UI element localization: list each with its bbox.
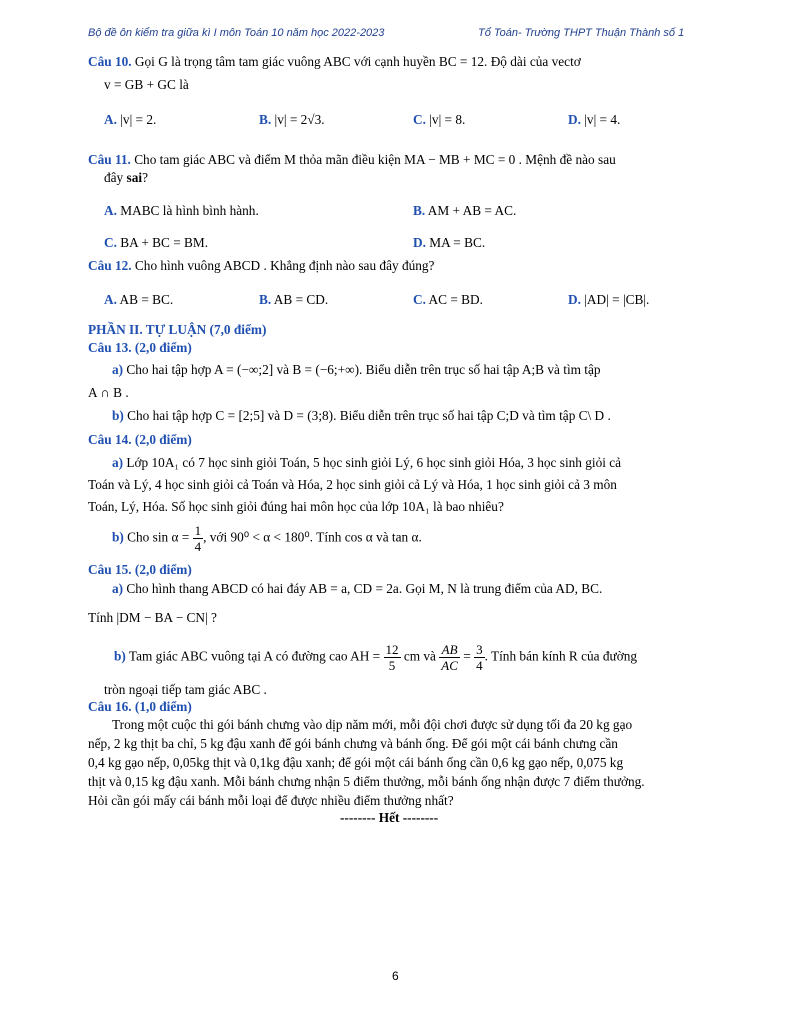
q11-text1: Cho tam giác ABC và điểm M thỏa mãn điều kiện MA − MB + MC = 0 . Mệnh đề nào sau: [134, 152, 616, 167]
q14-b-pre: Cho sin α =: [127, 529, 190, 545]
q13-a-line2: A ∩ B .: [88, 385, 129, 400]
part-b-label: b): [112, 408, 124, 423]
q10-text2: v = GB + GC là: [104, 77, 189, 92]
option-text: MA = BC.: [429, 235, 486, 250]
option-label: D.: [568, 292, 581, 307]
header-right: Tổ Toán- Trường THPT Thuận Thành số 1: [478, 27, 685, 39]
q16-line3: 0,4 kg gạo nếp, 0,05kg thịt và 0,1kg đậu xanh; để gói một cái bánh ống cần 0,6 kg gạo nếp, 0,075 kg: [88, 755, 624, 770]
fraction: [474, 642, 485, 673]
q13-label: Câu 13. (2,0 điểm): [88, 340, 192, 355]
q15-b-post: . Tính bán kính R của đường: [484, 648, 638, 664]
q12-text: Cho hình vuông ABCD . Khẳng định nào sau đây đúng?: [134, 258, 435, 273]
q10-option-b: [259, 111, 325, 129]
q14-a-line3: Toán, Lý, Hóa. Số học sinh giỏi đúng hai môn học của lớp 10A₁ là bao nhiêu?: [88, 499, 504, 514]
option-label: B.: [259, 292, 272, 307]
q13-b-line: [112, 407, 611, 425]
option-label: D.: [568, 112, 581, 127]
q11-option-c: [104, 234, 208, 252]
q10-option-a: [104, 111, 156, 129]
q15-label: Câu 15. (2,0 điểm): [88, 562, 192, 577]
equals-sign: =: [463, 648, 471, 664]
q12-line: [88, 257, 434, 275]
header-left: Bộ đề ôn kiểm tra giữa kì I môn Toán 10 năm học 2022-2023: [88, 27, 385, 39]
option-text: AB = CD.: [273, 292, 329, 307]
denominator: 4: [194, 539, 202, 554]
q13-a-text1: Cho hai tập hợp A = (−∞;2] và B = (−6;+∞). Biểu diễn trên trục số hai tập A;B và tìm tập: [126, 362, 601, 377]
option-label: C.: [413, 112, 426, 127]
q10-option-d: [568, 111, 620, 129]
option-text: MABC là hình bình hành.: [120, 203, 259, 218]
page-number: 6: [392, 969, 399, 983]
option-text: |v| = 2.: [120, 112, 157, 127]
part-a-label: a): [112, 455, 124, 470]
fraction: [439, 642, 460, 673]
q11-text2a: đây: [104, 170, 127, 185]
q16-label: Câu 16. (1,0 điểm): [88, 699, 192, 714]
option-text: |AD| = |CB|.: [584, 292, 650, 307]
q10-line1: [88, 53, 581, 71]
option-label: B.: [259, 112, 272, 127]
denominator: 5: [388, 658, 396, 673]
q12-option-c: [413, 291, 483, 309]
option-text: BA + BC = BM.: [120, 235, 209, 250]
q11-emphasis: sai: [126, 170, 143, 185]
option-text: AM + AB = AC.: [427, 203, 517, 218]
q12-label: Câu 12.: [88, 258, 132, 273]
part-a-label: a): [112, 581, 124, 596]
numerator: 3: [476, 642, 483, 657]
q16-line1: Trong một cuộc thi gói bánh chưng vào dịp năm mới, mỗi đội chơi được sử dụng tối đa 20 kg gạo: [112, 717, 633, 732]
denominator: AC: [441, 658, 458, 673]
q13-a-line1: [112, 361, 601, 379]
q15-a-text1: Cho hình thang ABCD có hai đáy AB = a, CD = 2a. Gọi M, N là trung điểm của AD, BC.: [126, 581, 603, 596]
q11-line2: [104, 169, 148, 187]
option-text: |v| = 2√3.: [274, 112, 325, 127]
option-label: C.: [413, 292, 426, 307]
fraction: [384, 642, 401, 673]
option-label: D.: [413, 235, 426, 250]
denominator: 4: [476, 658, 483, 673]
option-label: A.: [104, 292, 117, 307]
q15-b-mid: cm và: [403, 648, 436, 664]
option-text: |v| = 4.: [584, 112, 621, 127]
q14-a-line2: Toán và Lý, 4 học sinh giỏi cả Toán và Hóa, 2 học sinh giỏi cả Lý và Hóa, 1 học sinh giỏi cả 3 môn: [88, 477, 617, 492]
q13-b-text: Cho hai tập hợp C = [2;5] và D = (3;8). Biểu diễn trên trục số hai tập C;D và tìm tập C\ D .: [127, 408, 611, 423]
q12-option-a: [104, 291, 173, 309]
q12-option-d: [568, 291, 649, 309]
option-text: |v| = 8.: [429, 112, 466, 127]
option-text: AB = BC.: [119, 292, 174, 307]
q11-option-d: [413, 234, 485, 252]
part2-heading: PHẦN II. TỰ LUẬN (7,0 điểm): [88, 322, 267, 337]
part-b-label: b): [114, 648, 126, 664]
q11-option-a: [104, 202, 259, 220]
numerator: AB: [439, 642, 460, 658]
q14-b-line: [112, 523, 422, 554]
q15-b-line2: tròn ngoại tiếp tam giác ABC .: [104, 682, 267, 697]
q10-label: Câu 10.: [88, 54, 132, 69]
q15-a-line2: Tính |DM − BA − CN| ?: [88, 610, 217, 625]
q14-a-text1: Lớp 10A₁ có 7 học sinh giỏi Toán, 5 học sinh giỏi Lý, 6 học sinh giỏi Hóa, 3 học sinh giỏi cả: [126, 455, 622, 470]
q14-b-post: , với 90⁰ < α < 180⁰. Tính cos α và tan α.: [203, 529, 422, 545]
part-b-label: b): [112, 529, 124, 545]
q11-line1: [88, 151, 616, 169]
option-label: C.: [104, 235, 117, 250]
q11-label: Câu 11.: [88, 152, 131, 167]
part-a-label: a): [112, 362, 124, 377]
q16-line5: Hỏi cần gói mấy cái bánh mỗi loại để được nhiều điểm thưởng nhất?: [88, 793, 454, 808]
q14-a-line1: [112, 454, 621, 472]
fraction: [193, 523, 204, 554]
option-label: A.: [104, 112, 117, 127]
q11-text2c: ?: [142, 170, 148, 185]
q16-line2: nếp, 2 kg thịt ba chỉ, 5 kg đậu xanh để gói bánh chưng và bánh ống. Để gói một cái bánh chưng cần: [88, 736, 618, 751]
end-marker: -------- Hết --------: [340, 810, 439, 825]
q16-line4: thịt và 0,15 kg đậu xanh. Mỗi bánh chưng nhận 5 điểm thưởng, mỗi bánh ống nhận được 7 điểm thưởng.: [88, 774, 645, 789]
option-text: AC = BD.: [428, 292, 483, 307]
q12-option-b: [259, 291, 328, 309]
option-label: A.: [104, 203, 117, 218]
numerator: 1: [194, 523, 202, 538]
q15-a-line1: [112, 580, 602, 598]
q15-b-line1: [114, 642, 637, 673]
q11-option-b: [413, 202, 516, 220]
q14-label: Câu 14. (2,0 điểm): [88, 432, 192, 447]
option-label: B.: [413, 203, 426, 218]
q15-b-pre: Tam giác ABC vuông tại A có đường cao AH =: [128, 648, 381, 664]
q10-text1: Gọi G là trọng tâm tam giác vuông ABC với cạnh huyền BC = 12. Độ dài của vectơ: [134, 54, 581, 69]
q10-option-c: [413, 111, 465, 129]
numerator: 12: [385, 642, 399, 657]
